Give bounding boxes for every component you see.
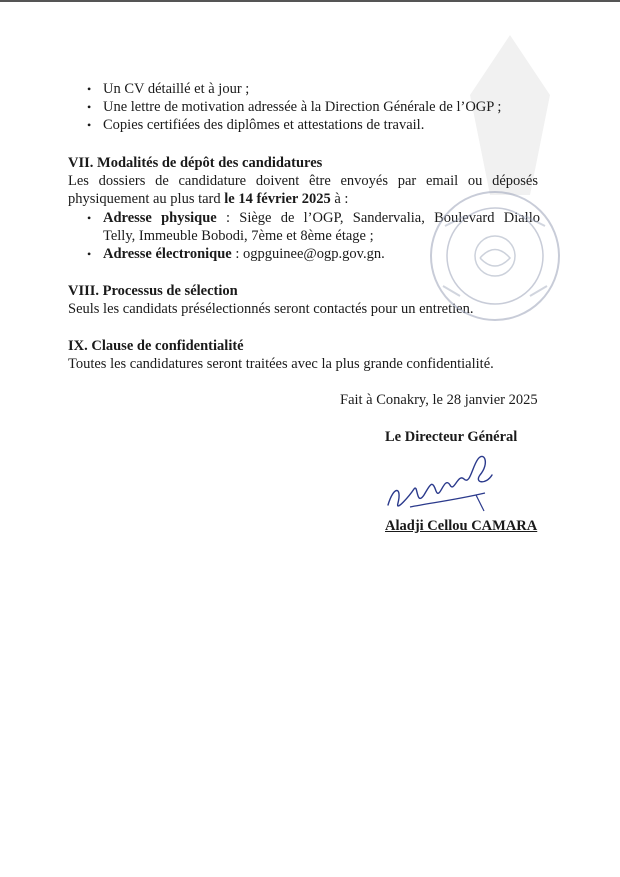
top-border (0, 0, 620, 2)
email-address: : ogpguinee@ogp.gov.gn. (231, 246, 385, 262)
list-item: • Adresse physique : Siège de l’OGP, Sandervalia, Boulevard Diallo Telly, Immeuble Bobodi, 7ème et 8ème étage ; (87, 210, 540, 244)
section-8-body: Seuls les candidats présélectionnés seront contactés pour un entretien. (68, 301, 474, 317)
section-9-body: Toutes les candidatures seront traitées avec la plus grande confidentialité. (68, 356, 494, 372)
section-9-heading: IX. Clause de confidentialité (68, 338, 244, 354)
physical-address-label: Adresse physique (103, 210, 217, 226)
signatory-title: Le Directeur Général (385, 429, 518, 445)
handwritten-signature (380, 445, 500, 525)
official-stamp (425, 186, 565, 326)
section-7-line-2: physiquement au plus tard le 14 février 2025 à : (68, 191, 349, 207)
list-item: • Copies certifiées des diplômes et attestations de travail. (87, 117, 425, 133)
list-item: • Une lettre de motivation adressée à la Direction Générale de l’OGP ; (87, 99, 502, 115)
section-8-heading: VIII. Processus de sélection (68, 283, 238, 299)
place-and-date: Fait à Conakry, le 28 janvier 2025 (340, 392, 538, 408)
section-7-line-1: Les dossiers de candidature doivent être envoyés par email ou déposés (68, 173, 538, 189)
list-item: • Adresse électronique : ogpguinee@ogp.gov.gn. (87, 246, 385, 262)
section-7-heading: VII. Modalités de dépôt des candidatures (68, 155, 323, 171)
required-documents-list (85, 80, 555, 134)
email-address-label: Adresse électronique (103, 246, 232, 262)
deadline-date: le 14 février 2025 (224, 191, 331, 207)
list-item: • Un CV détaillé et à jour ; (87, 81, 250, 97)
signatory-name: Aladji Cellou CAMARA (385, 518, 538, 534)
